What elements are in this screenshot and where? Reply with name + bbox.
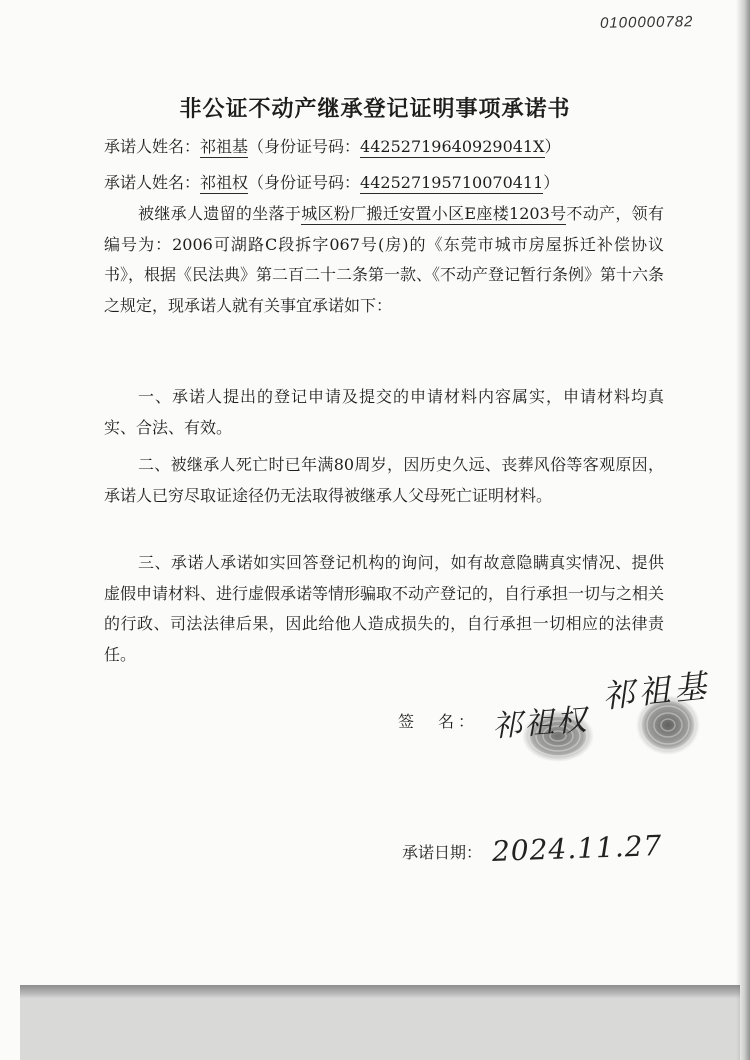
promisor-line-2	[104, 170, 559, 193]
handwritten-date: 2024.11.27	[491, 829, 663, 868]
id-suffix: ）	[543, 173, 560, 192]
promisor-line-1	[104, 134, 561, 157]
promisor-label: 承诺人姓名：	[104, 173, 201, 192]
id-prefix: （身份证号码：	[248, 173, 361, 192]
id-prefix: （身份证号码：	[248, 137, 361, 156]
intro-text-1: 被继承人遗留的坐落于	[138, 204, 302, 223]
clause-text: 二、被继承人死亡时已年满80周岁，因历史久远、丧葬风俗等客观原因，承诺人已穷尽取证途径仍无法取得被继承人父母死亡证明材料。	[104, 455, 664, 505]
id-number: 44252719640929041X	[360, 137, 545, 156]
promisor-name: 祁祖权	[200, 173, 249, 192]
document-number: 0100000782	[599, 13, 694, 32]
clause-1	[104, 382, 664, 443]
signature-label: 签 名：	[398, 712, 479, 731]
scan-shadow-right	[736, 0, 750, 1060]
clause-text: 三、承诺人承诺如实回答登记机构的询问，如有故意隐瞒真实情况、提供虚假申请材料、进行虚假承诺等情形骗取不动产登记的，自行承担一切与之相关的行政、司法法律后果，因此给他人造成损失的，自行承担一切相应的法律责任。	[104, 553, 665, 664]
date-label: 承诺日期：	[402, 843, 483, 862]
handwritten-signature-1: 祁祖权	[491, 702, 590, 745]
scan-shadow-bottom	[20, 985, 740, 999]
clause-text: 一、承诺人提出的登记申请及提交的申请材料内容属实，申请材料均真实、合法、有效。	[104, 387, 664, 437]
property-address: 城区粉厂搬迁安置小区E座楼1203号	[301, 204, 567, 223]
clause-3	[104, 548, 664, 670]
id-number: 442527195710070411	[360, 173, 544, 192]
intro-paragraph	[104, 199, 664, 321]
clause-2	[104, 450, 664, 511]
promisor-label: 承诺人姓名：	[104, 137, 201, 156]
scan-margin-bottom	[20, 999, 740, 1060]
promisor-name: 祁祖基	[200, 137, 249, 156]
handwritten-signature-2: 祁祖基	[600, 666, 712, 716]
id-suffix: ）	[544, 137, 561, 156]
document-title: 非公证不动产继承登记证明事项承诺书	[179, 96, 571, 122]
intro-text-2: 不动产，领有编号为：2006可湖路C段拆字067号(房)的《东莞市城市房屋拆迁补偿协议书》，根据《民法典》第二百二十二条第一款、《不动产登记暂行条例》第十六条之规定，现承诺人就有关事宜承诺如下：	[104, 204, 665, 315]
